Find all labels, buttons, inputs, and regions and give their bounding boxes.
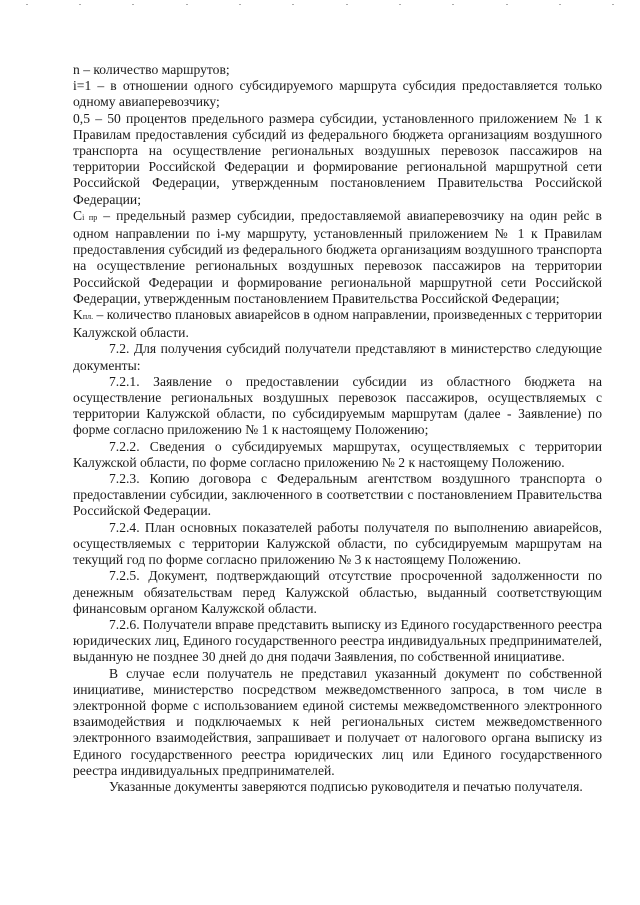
def-c-limit [73, 208, 602, 307]
def-c-text: – предельный размер субсидии, предоставляемой авиаперевозчику на один рейс в одном направлении по i-му маршруту, установленный приложением № 1 к Правилам предоставления субсидий из федерального бюджета организациям воздушного транспорта на осуществление региональных воздушных перевозок пассажиров на территории Российской Федерации и формирование региональной маршрутной сети Российской Федерации, утвержденным постановлением Правительства Российской Федерации; [73, 207, 602, 306]
def-half: 0,5 – 50 процентов предельного размера субсидии, установленного приложением № 1 к Правилам предоставления субсидий из федерального бюджета организациям воздушного транспорта на осуществление региональных воздушных перевозок пассажиров на территории Российской Федерации и формирование региональной маршрутной сети Российской Федерации, утвержденным постановлением Правительства Российской Федерации; [73, 110, 602, 207]
def-n: n – количество маршрутов; [73, 62, 230, 77]
paragraph-7-2-4: 7.2.4. План основных показателей работы получателя по выполнению авиарейсов, осуществляемых с территории Калужской области, по субсидируемым маршрутам на текущий год по форме согласно приложению № 3 к настоящему Положению. [73, 519, 602, 568]
paragraph-7-2-3: 7.2.3. Копию договора с Федеральным агентством воздушного транспорта о предоставлении субсидии, заключенного в соответствии с постановлением Правительства Российской Федерации. [73, 471, 602, 519]
symbol-k: K [73, 307, 83, 323]
paragraph-7-2-6: 7.2.6. Получатели вправе представить выписку из Единого государственного реестра юридических лиц, Единого государственного реестра индивидуальных предпринимателей, выданную не позднее 30 дней до дня подачи Заявления, по собственной инициативе. [73, 616, 602, 665]
scan-top-edge [0, 0, 640, 8]
def-i: i=1 – в отношении одного субсидируемого маршрута субсидия предоставляется только одному авиаперевозчику; [73, 78, 602, 110]
paragraph-certification: Указанные документы заверяются подписью руководителя и печатью получателя. [109, 778, 583, 794]
symbol-c-subscript: i пр [82, 212, 98, 222]
symbol-c: C [73, 207, 83, 223]
def-k-text: – количество плановых авиарейсов в одном направлении, произведенных с территории Калужской области. [73, 307, 602, 341]
paragraph-7-2: 7.2. Для получения субсидий получатели представляют в министерство следующие документы: [73, 341, 602, 373]
paragraph-request: В случае если получатель не представил указанный документ по собственной инициативе, министерство посредством межведомственного запроса, в том числе в электронной форме с использованием единой системы межведомственного электронного взаимодействия и подключаемых к ней региональных систем межведомственного электронного взаимодействия, запрашивает и получает от налогового органа выписку из Единого государственного реестра юридических лиц или Единого государственного реестра индивидуальных предпринимателей. [73, 665, 602, 778]
symbol-k-subscript: пл. [82, 312, 94, 322]
paragraph-7-2-2: 7.2.2. Сведения о субсидируемых маршрутах, осуществляемых с территории Калужской области, по форме согласно приложению № 2 к настоящему Положению. [73, 438, 602, 470]
paragraph-7-2-1: 7.2.1. Заявление о предоставлении субсидии из областного бюджета на осуществление региональных воздушных перевозок пассажиров, осуществляемых с территории Калужской области, по субсидируемым маршрутам (далее - Заявление) по форме согласно приложению № 1 к настоящему Положению; [73, 373, 602, 438]
def-k-flights [73, 307, 602, 341]
paragraph-7-2-5: 7.2.5. Документ, подтверждающий отсутствие просроченной задолженности по денежным обязательствам перед Калужской областью, выданный соответствующим финансовым органом Калужской области. [73, 568, 602, 616]
